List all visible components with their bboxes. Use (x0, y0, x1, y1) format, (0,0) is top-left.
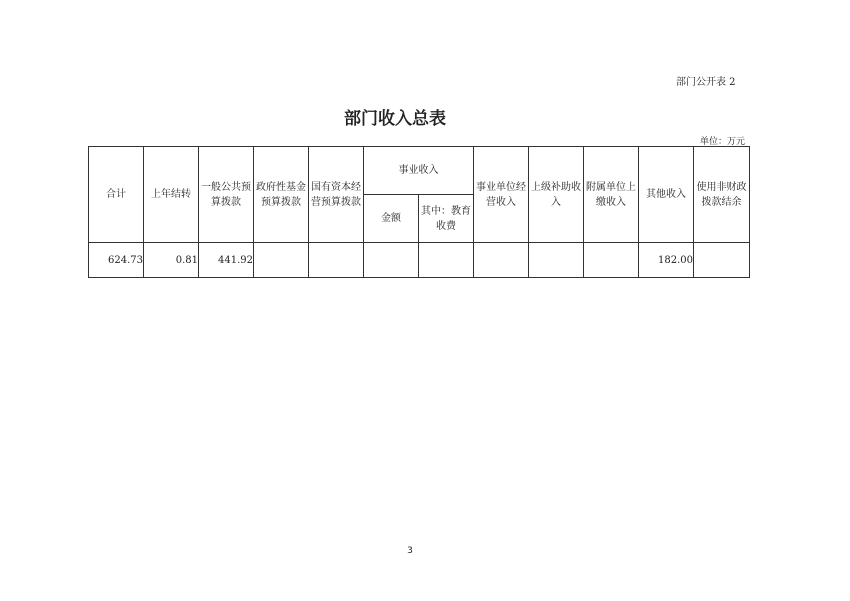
header-subsidy: 上级补助收入 (529, 147, 584, 243)
cell-gov-fund (254, 243, 309, 278)
header-public-service-education: 其中：教育收费 (419, 195, 474, 243)
cell-total: 624.73 (89, 243, 144, 278)
cell-other: 182.00 (639, 243, 694, 278)
header-gov-fund: 政府性基金预算拨款 (254, 147, 309, 243)
page-number: 3 (407, 546, 413, 556)
form-number: 部门公开表 2 (676, 77, 736, 88)
cell-general-budget: 441.92 (199, 243, 254, 278)
table-row (89, 243, 750, 278)
header-operating: 事业单位经营收入 (474, 147, 529, 243)
cell-carryover: 0.81 (144, 243, 199, 278)
cell-affiliated (584, 243, 639, 278)
header-affiliated: 附属单位上缴收入 (584, 147, 639, 243)
cell-non-fiscal (694, 243, 750, 278)
cell-subsidy (529, 243, 584, 278)
cell-public-service-education (419, 243, 474, 278)
cell-public-service-amount (364, 243, 419, 278)
cell-state-capital (309, 243, 364, 278)
cell-operating (474, 243, 529, 278)
unit-label: 单位：万元 (700, 137, 746, 147)
header-non-fiscal: 使用非财政拨款结余 (694, 147, 750, 243)
header-carryover: 上年结转 (144, 147, 199, 243)
header-other: 其他收入 (639, 147, 694, 243)
header-row (89, 147, 750, 195)
header-total: 合计 (89, 147, 144, 243)
header-public-service: 事业收入 (364, 147, 474, 195)
header-general-budget: 一般公共预算拨款 (199, 147, 254, 243)
income-summary-table (88, 146, 750, 278)
header-public-service-amount: 金额 (364, 195, 419, 243)
page-title: 部门收入总表 (344, 109, 446, 129)
header-state-capital: 国有资本经营预算拨款 (309, 147, 364, 243)
